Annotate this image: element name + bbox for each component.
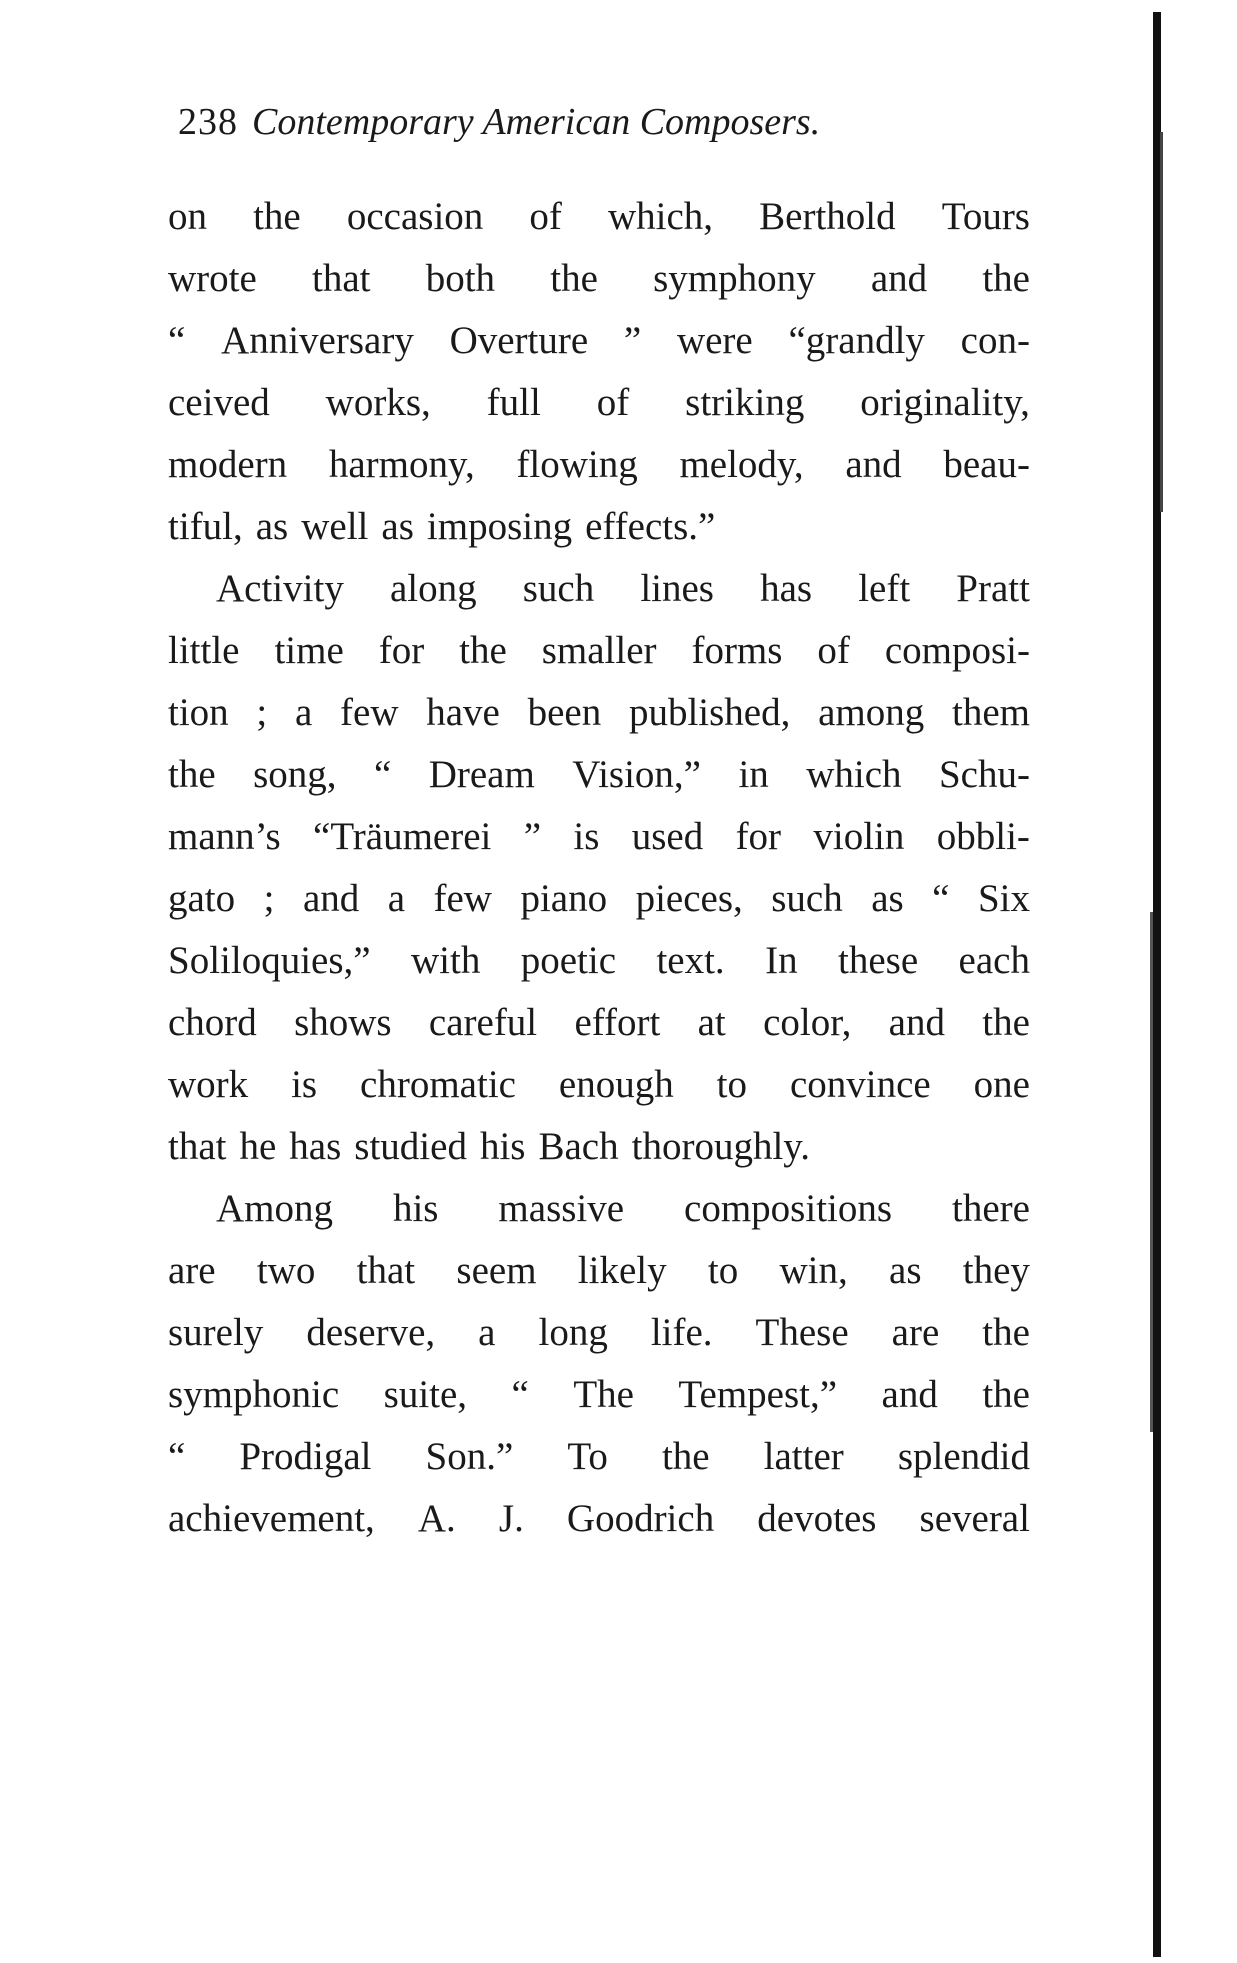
text-line: that he has studied his Bach thoroughly. xyxy=(168,1125,811,1168)
text-line: Activity along such lines has left Pratt xyxy=(216,567,1030,610)
text-line: Among his massive compositions there xyxy=(216,1187,1030,1230)
text-line: surely deserve, a long life. These are the xyxy=(168,1311,1030,1354)
text-line: the song, “ Dream Vision,” in which Schu- xyxy=(168,753,1030,796)
text-line: chord shows careful effort at color, and the xyxy=(168,1001,1030,1044)
text-line: tion ; a few have been published, among them xyxy=(168,691,1030,734)
text-line: work is chromatic enough to convince one xyxy=(168,1063,1030,1106)
text-line: “ Prodigal Son.” To the latter splendid xyxy=(168,1435,1030,1478)
binding-edge-shadow xyxy=(1153,12,1161,1957)
text-line: tiful, as well as imposing effects.” xyxy=(168,505,716,548)
text-line: “ Anniversary Overture ” were “grandly con- xyxy=(168,319,1030,362)
text-line: symphonic suite, “ The Tempest,” and the xyxy=(168,1373,1030,1416)
text-line: mann’s “Träumerei ” is used for violin obbli- xyxy=(168,815,1030,858)
text-line: wrote that both the symphony and the xyxy=(168,257,1030,300)
text-line: on the occasion of which, Berthold Tours xyxy=(168,195,1030,238)
running-head xyxy=(178,98,820,146)
body-text xyxy=(168,186,1030,1550)
text-line: Soliloquies,” with poetic text. In these each xyxy=(168,939,1030,982)
text-line: are two that seem likely to win, as they xyxy=(168,1249,1030,1292)
text-line: ceived works, full of striking originality, xyxy=(168,381,1030,424)
text-line: little time for the smaller forms of composi- xyxy=(168,629,1030,672)
running-title: Contemporary American Composers. xyxy=(252,101,821,143)
page-number: 238 xyxy=(178,101,238,143)
text-line: gato ; and a few piano pieces, such as “ Six xyxy=(168,877,1030,920)
text-line: modern harmony, flowing melody, and beau- xyxy=(168,443,1030,486)
text-line: achievement, A. J. Goodrich devotes several xyxy=(168,1497,1030,1540)
